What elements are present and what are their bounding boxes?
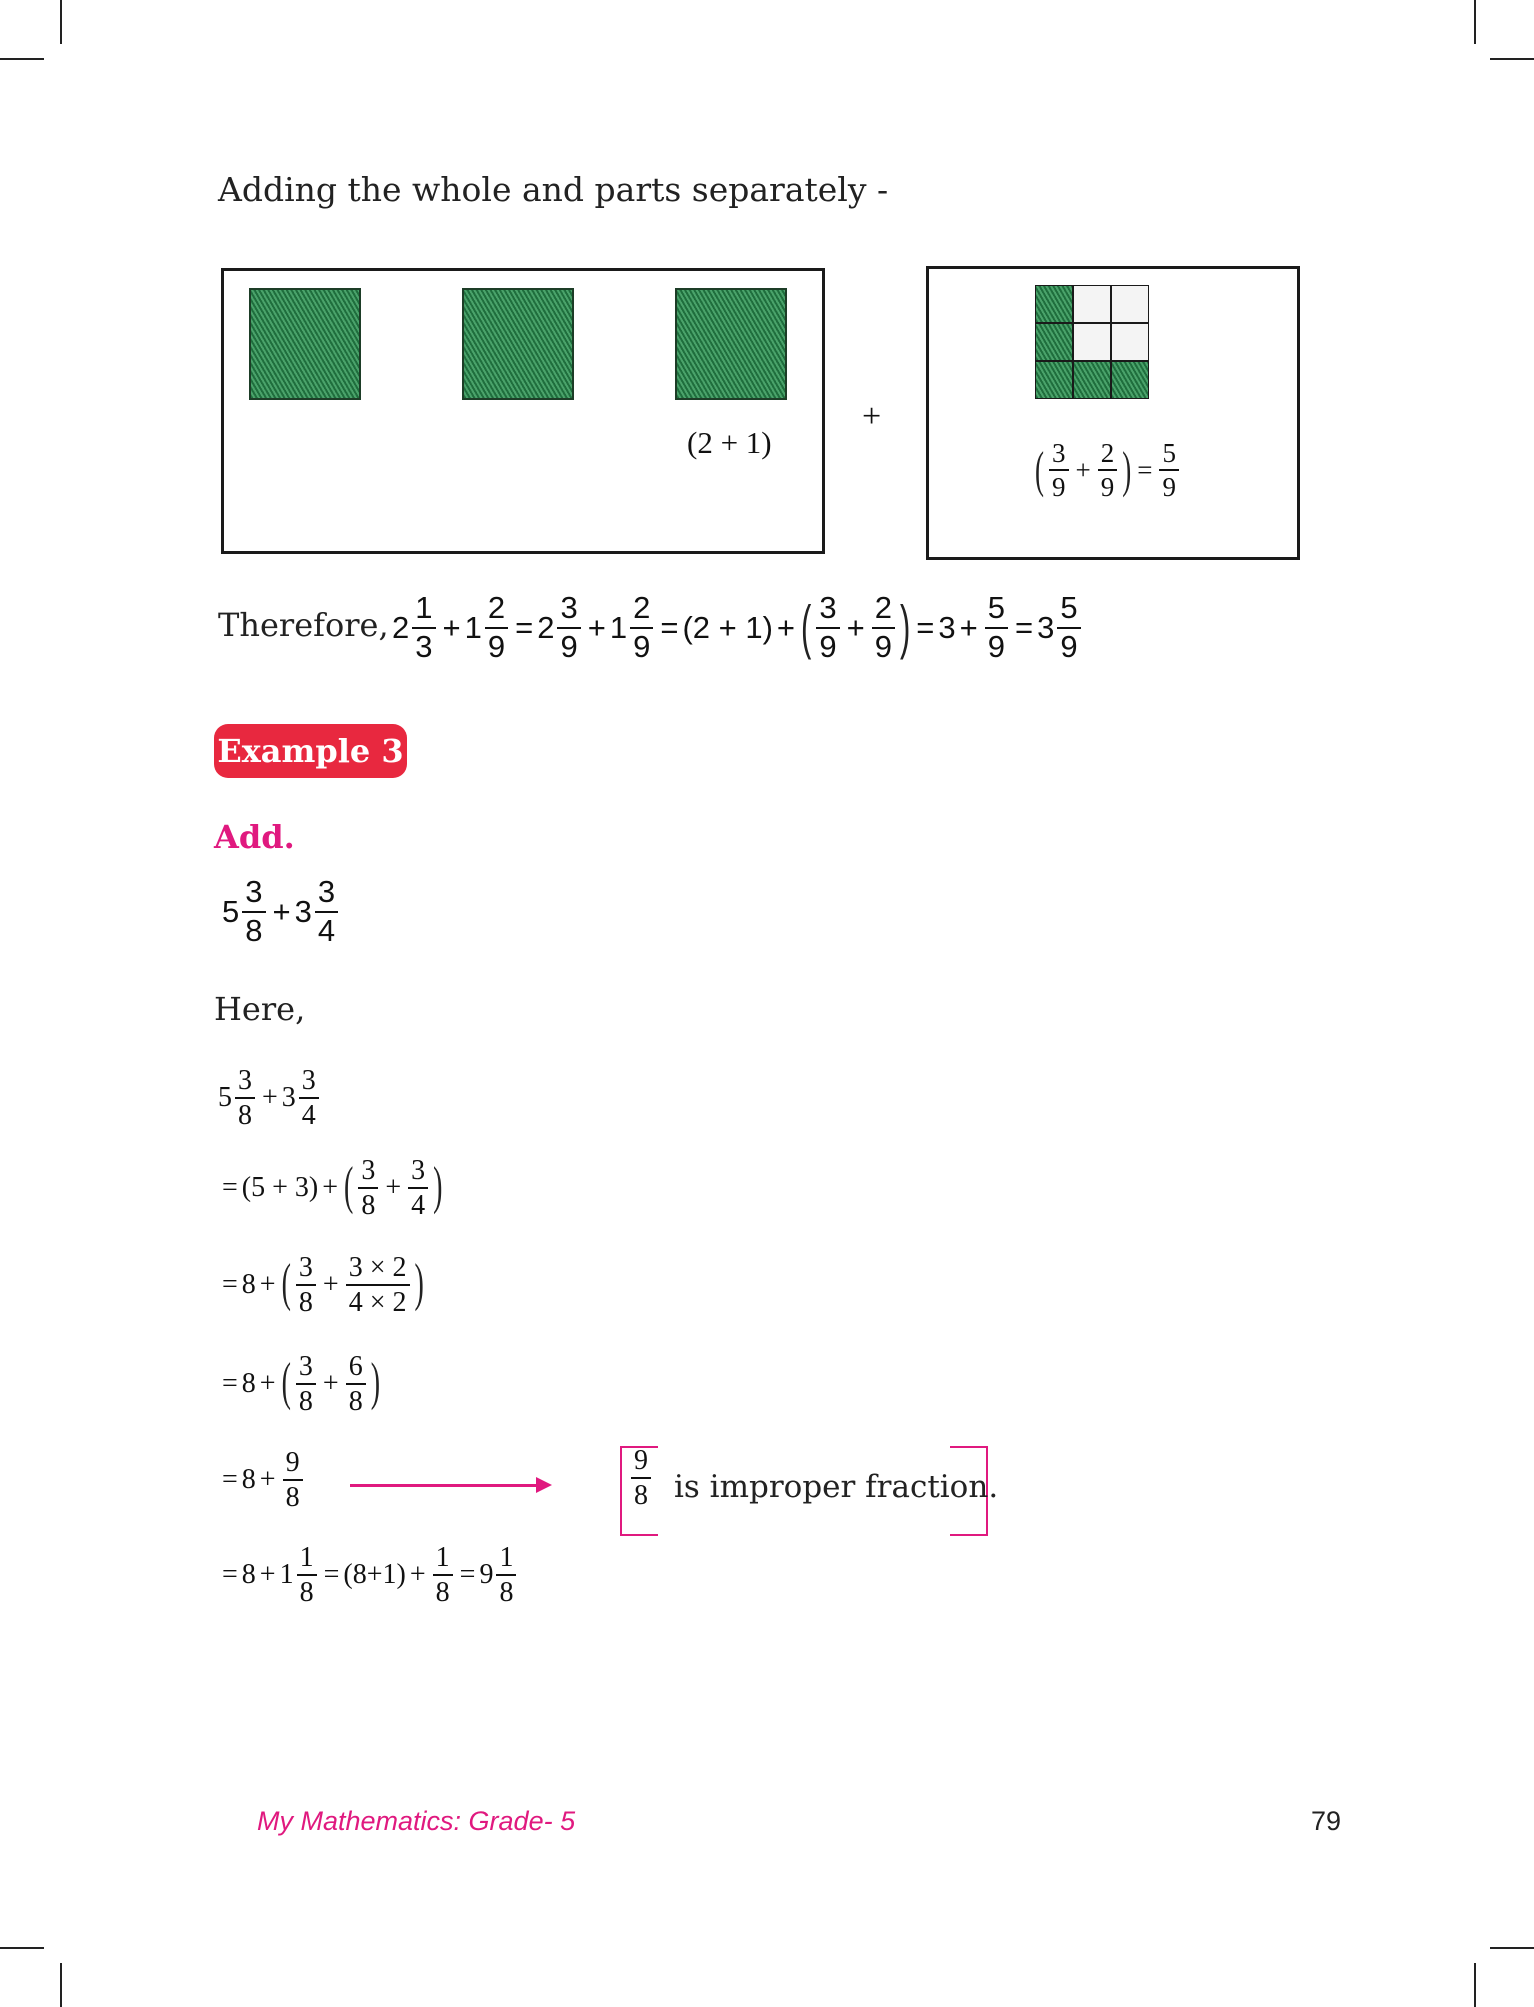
step-4: = 8 + ( $\frac{3}{8}$ + $\frac{6}{8}$ ) [222,1351,381,1418]
open-paren: ( [1035,440,1044,498]
grid-cell [1073,285,1111,323]
crop-mark [60,0,62,44]
grid-cell [1073,323,1111,361]
grid-cell [1073,361,1111,399]
parts-equation: ( $\frac{3}{9}$ + $\frac{2}{9}$ ) = $\frac{5}{9}$ [1033,439,1182,502]
grid-cell [1111,323,1149,361]
example-badge: Example 3 [214,724,407,778]
plus-sign: + [862,398,882,435]
grid-cell [1035,361,1073,399]
therefore-equation: 2 $\frac{1}{3}$ + 1 $\frac{2}{9}$ = 2 $\frac{3}{9}$ + 1 $\frac{2}{9}$ = (2 + 1) + ( $\frac{3}{9}$ + $\frac{2}{9}$ ) = 3 + $\frac{5}{9}$ = 3 $\frac{5}{9}$ [392,592,1084,663]
parts-panel [926,266,1300,560]
wholes-panel [221,268,825,554]
crop-mark [0,58,44,60]
crop-mark [1474,0,1476,44]
whole-square [462,288,574,400]
grid-cell [1035,323,1073,361]
fraction: $\frac{2}{9}$ [1098,439,1118,502]
crop-mark [0,1947,44,1949]
crop-mark [1490,58,1534,60]
here-label: Here, [214,990,306,1028]
step-2: = (5 + 3) + ( $\frac{3}{8}$ + $\frac{3}{4}$ ) [222,1155,443,1222]
add-heading: Add. [214,818,295,856]
step-1: 5 $\frac{3}{8}$ + 3 $\frac{3}{4}$ [218,1066,322,1131]
fraction: $\frac{5}{9}$ [1159,439,1179,502]
note-fraction: $\frac{9}{8}$ [628,1446,654,1511]
whole-square [249,288,361,400]
step-5: = 8 + $\frac{9}{8}$ [218,1448,306,1513]
note-text: is improper fraction. [674,1469,999,1505]
arrow-line [350,1484,540,1487]
wholes-label: (2 + 1) [687,425,772,460]
crop-mark [1474,1963,1476,2007]
step-3: = 8 + ( $\frac{3}{8}$ + $\frac{3 \times 2}{4 \times 2}$ ) [222,1252,424,1319]
problem-expression: 5 $\frac{3}{8}$ + 3 $\frac{3}{4}$ [222,876,341,947]
close-paren: ) [1122,440,1132,498]
intro-text: Adding the whole and parts separately - [218,170,889,209]
grid-cell [1111,361,1149,399]
grid-cell [1111,285,1149,323]
therefore-label: Therefore, [218,606,389,644]
grid-cell [1035,285,1073,323]
step-6: = 8 + 1 $\frac{1}{8}$ = (8+1) + $\frac{1}{8}$ = 9 $\frac{1}{8}$ [218,1543,519,1608]
ninths-grid [1035,285,1149,399]
crop-mark [60,1963,62,2007]
whole-square [675,288,787,400]
page-number: 79 [1311,1806,1342,1836]
arrow-right-icon [536,1477,552,1493]
crop-mark [1490,1947,1534,1949]
fraction: $\frac{3}{9}$ [1049,439,1069,502]
footer-title: My Mathematics: Grade- 5 [257,1806,576,1836]
